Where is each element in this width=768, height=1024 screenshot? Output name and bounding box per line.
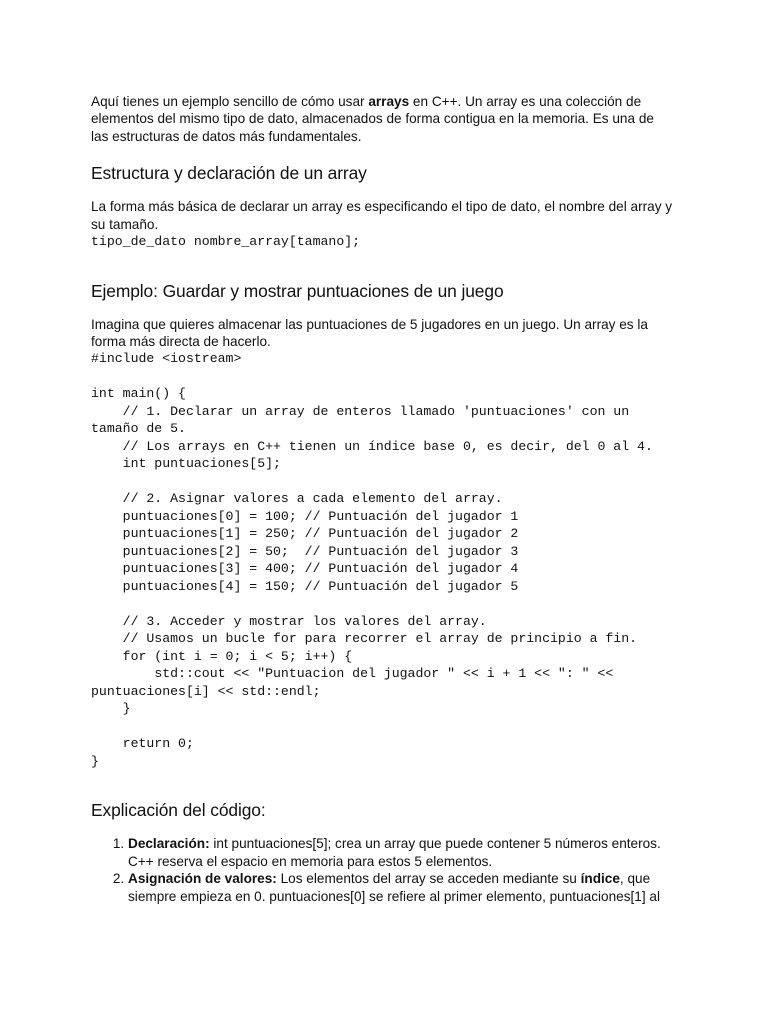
heading-explicacion: Explicación del código: [91,800,266,821]
item-text-declaracion: int puntuaciones[5]; crea un array que puede contener 5 números enteros. C++ reserva el espacio en memoria para estos 5 elementos. [128,836,661,869]
explanation-list [91,835,681,905]
estructura-paragraph: La forma más básica de declarar un array es especificando el tipo de dato, el nombre del array y su tamaño. [91,199,673,232]
heading-estructura: Estructura y declaración de un array [91,163,367,184]
intro-paragraph [91,93,671,145]
item-label-declaracion: Declaración: [128,836,210,852]
intro-text-2: en C++. Un array es una colección de elementos del mismo tipo de dato, almacenados de forma contigua en la memoria. Es una de las estructuras de datos más fundamentales. [91,94,654,144]
item-label-asignacion: Asignación de valores: [128,871,277,887]
declaration-code: tipo_de_dato nombre_array[tamano]; [91,234,361,250]
document-page [91,93,681,905]
intro-text-1: Aquí tienes un ejemplo sencillo de cómo usar [91,94,369,109]
item-text-asignacion-b: , que siempre empieza en 0. puntuaciones[0] se refiere al primer elemento, puntuaciones[1] al [128,871,660,904]
list-item [128,870,681,905]
list-item [128,835,681,870]
intro-bold-arrays: arrays [368,94,410,109]
item-text-asignacion-a: Los elementos del array se acceden mediante su [276,871,581,887]
ejemplo-paragraph: Imagina que quieres almacenar las puntuaciones de 5 jugadores en un juego. Un array es la forma más directa de hacerlo. [91,316,648,349]
item-bold-indice: índice [580,871,620,887]
example-code-block: #include <iostream> int main() { // 1. Declarar un array de enteros llamado 'puntuaciones' con un tamaño de 5. // Los arrays en C++ tienen un índice base 0, es decir, del 0 al 4. int puntuaciones[5]; // 2. Asignar valores a cada elemento del array. puntuaciones[0] = 100; // Puntuación del jugador 1 puntuaciones[1] = 250; // Puntuación del jugador 2 puntuaciones[2] = 50; // Puntuación del jugador 3 puntuaciones[3] = 400; // Puntuación del jugador 4 puntuaciones[4] = 150; // Puntuación del jugador 5 // 3. Acceder y mostrar los valores del array. // Usamos un bucle for para recorrer el array de principio a fin. for (int i = 0; i < 5; i++) { std::cout << "Puntuacion del jugador " << i + 1 << ": " << puntuaciones[i] << std::endl; } return 0; } [91,351,653,769]
heading-ejemplo: Ejemplo: Guardar y mostrar puntuaciones de un juego [91,280,504,301]
